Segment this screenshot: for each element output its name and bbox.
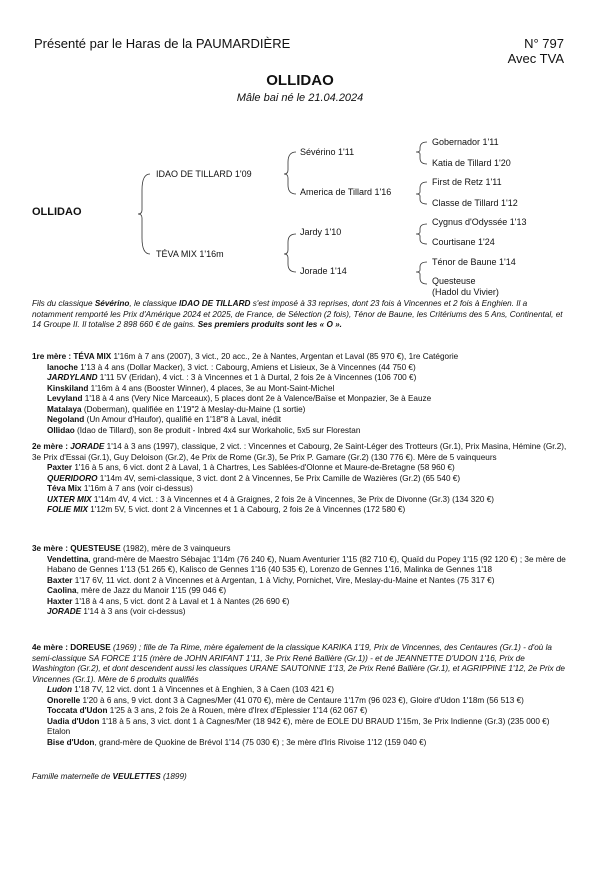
third-dam-text: (1982), mère de 3 vainqueurs <box>120 544 231 553</box>
produce-name: JORADE <box>47 607 82 616</box>
produce-text: (Doberman), qualifiée en 1'19"2 à Meslay-du-Maine (1 sortie) <box>81 404 306 414</box>
second-dam-label: 2e mère : <box>32 442 71 451</box>
produce-text: 1'18 à 4 ans (Very Nice Marceaux), 5 places dont 2e à Valence/Baïse et Monpazier, 3e à Eauze <box>82 394 432 403</box>
produce-name: Haxter <box>47 596 73 606</box>
produce-name: Caolina <box>47 586 77 595</box>
produce-text: , grand-mère de Maestro Sébajac 1'14m (76 240 €), Nuam Aventurier 1'15 (82 710 €), Quaïd du Popey 1'15 (92 120 €) ; 3e mère de Habano de Gennes 1'13 (51 265 €), Kalisco de Gennes 1'16 (40 535 €), Lorenzo de Gennes 1'16, Malinka de Gennes 1'18 <box>47 554 566 574</box>
presenter-line: Présenté par le Haras de la PAUMARDIÈRE <box>34 36 291 51</box>
produce-text: 1'18 à 5 ans, 3 vict. dont 1 à Cagnes/Mer (18 942 €), mère de EOLE DU BRAUD 1'15m, 3e Prix Indienne (Gr.3) (235 000 €) Etalon <box>47 716 550 736</box>
produce-name: Levyland <box>47 394 83 403</box>
produce-text: 1'17 6V, 11 vict. dont 2 à Vincennes et à Argentan, 1 à Vichy, Pornichet, Vire, Meslay-du-Maine et Nantes (75 317 €) <box>72 575 495 585</box>
produce-name: Paxter <box>47 463 73 472</box>
produce-text: , mère de Jazz du Manoir 1'15 (99 046 €) <box>76 586 227 595</box>
produce-name: Téva Mix <box>47 484 82 493</box>
family-year: (1899) <box>160 772 187 781</box>
pedigree-dam: TÉVA MIX 1'16m <box>156 249 224 259</box>
produce-text: , grand-mère de Quokine de Brévol 1'14 (75 030 €) ; 3e mère d'Iris Rivoise 1'12 (159 040 €) <box>94 737 427 747</box>
produce-name: Kinskiland <box>47 383 89 393</box>
pedigree-ggs-1: Gobernador 1'11 <box>432 137 499 147</box>
produce-text: 1'13 à 4 ans (Dollar Macker), 3 vict. : Cabourg, Amiens et Lisieux, 3e à Vincennes (44 750 €) <box>77 362 416 372</box>
maternal-family <box>32 772 570 783</box>
third-dam-section <box>32 544 570 618</box>
pedigree-subject: OLLIDAO <box>32 206 82 218</box>
sire-text-sire: Sévérino <box>94 299 130 308</box>
pedigree-sire-dam: America de Tillard 1'16 <box>300 187 392 197</box>
second-dam-section <box>32 442 570 516</box>
pedigree-ggd-4: Questeuse <box>432 276 476 286</box>
produce-name: Negoland <box>47 415 85 424</box>
sire-text-produce: Ses premiers produits sont les « O ». <box>197 320 342 329</box>
produce-text: 1'16m à 7 ans (voir ci-dessus) <box>81 484 193 493</box>
fourth-dam-label: 4e mère : <box>32 643 71 652</box>
pedigree-dam-sire: Jardy 1'10 <box>300 227 342 237</box>
sire-text-name: IDAO DE TILLARD <box>179 299 251 308</box>
first-dam-section <box>32 352 570 436</box>
produce-name: FOLIE MIX <box>47 505 88 514</box>
produce-name: Ludon <box>47 685 73 694</box>
produce-name: QUERIDORO <box>47 473 98 483</box>
subject-bracket <box>138 174 150 254</box>
produce-text: 1'16m à 4 ans (Booster Winner), 4 places, 3e au Mont-Saint-Michel <box>88 383 335 393</box>
produce-text: 1'18 à 4 ans, 5 vict. dont 2 à Laval et 1 à Nantes (26 690 €) <box>72 596 290 606</box>
produce-name: Bise d'Udon <box>47 737 95 747</box>
vat-status: Avec TVA <box>507 51 564 66</box>
produce-name: Vendettina <box>47 554 89 564</box>
produce-name: Toccata d'Udon <box>47 706 108 715</box>
pedigree-ggs-3: Cygnus d'Odyssée 1'13 <box>432 217 527 227</box>
sire-text-1: Fils du classique <box>32 299 95 308</box>
horse-name: OLLIDAO <box>266 72 334 89</box>
pedigree-ggd-1: Katia de Tillard 1'20 <box>432 158 511 168</box>
produce-text: 1'14m 4V, semi-classique, 3 vict. dont 2 à Vincennes, 5e Prix Camille de Wazières (Gr.2) (65 540 €) <box>97 473 461 483</box>
produce-name: Onorelle <box>47 695 81 705</box>
produce-name: UXTER MIX <box>47 494 92 504</box>
pedigree-sire: IDAO DE TILLARD 1'09 <box>156 169 252 179</box>
second-dam-name: JORADE <box>70 442 105 451</box>
first-dam-label: 1re mère : <box>32 352 74 361</box>
produce-text: 1'14 à 3 ans (voir ci-dessus) <box>81 607 186 616</box>
fourth-dam-name: DOREUSE <box>70 643 111 652</box>
family-name: VEULETTES <box>112 772 161 781</box>
produce-name: Uadia d'Udon <box>47 716 100 726</box>
pedigree-ggs-4: Ténor de Baune 1'14 <box>432 257 516 267</box>
lot-number: N° 797 <box>524 36 564 51</box>
produce-name: Ianoche <box>47 362 78 372</box>
first-dam-name: TÉVA MIX <box>73 352 112 361</box>
pedigree-sire-sire: Sévérino 1'11 <box>300 147 355 157</box>
produce-text: (Un Amour d'Haufor), qualifié en 1'18"8 à Laval, inédit <box>84 415 282 424</box>
produce-text: 1'18 7V, 12 vict. dont 1 à Vincennes et à Enghien, 3 à Caen (103 421 €) <box>72 685 334 694</box>
pedigree-ggd-4-sire: (Hadol du Vivier) <box>432 287 499 297</box>
fourth-dam-section <box>32 643 570 748</box>
produce-text: (Idao de Tillard), son 8e produit - Inbred 4x4 sur Workaholic, 5x5 sur Florestan <box>74 425 361 435</box>
produce-text: 1'20 à 6 ans, 9 vict. dont 3 à Cagnes/Mer (41 070 €), mère de Centaure 1'17m (96 023 €), Gloire d'Udon 1'18m (56 513 €) <box>80 695 524 705</box>
sire-bracket <box>284 152 296 194</box>
dam-bracket <box>284 234 296 272</box>
lot-info <box>508 36 564 66</box>
produce-text: 1'25 à 3 ans, 2 fois 2e à Rouen, mère d'Irex d'Eplessier 1'14 (62 067 €) <box>107 706 368 715</box>
produce-name: Matalaya <box>47 404 82 414</box>
family-prefix: Famille maternelle de <box>32 772 113 781</box>
sire-text-2: , le classique <box>129 299 180 308</box>
pedigree-ggd-2: Classe de Tillard 1'12 <box>432 198 518 208</box>
produce-text: 1'16 à 5 ans, 6 vict. dont 2 à Laval, 1 à Chartres, Les Sablées-d'Olonne et Maure-de-Bretagne (58 960 €) <box>72 463 455 472</box>
horse-description: Mâle bai né le 21.04.2024 <box>236 92 364 104</box>
pedigree-ggs-2: First de Retz 1'11 <box>432 177 502 187</box>
sire-text-3: s'est imposé à 33 reprises, dont 23 fois à Vincennes et 2 fois à Enghien. Il a notamment remporté les Prix d'Amérique 2024 et 2025, de France, de Sélection (2 fois), Ténor de Baune, les Critériums des 5 Ans, Continental, et 14 Groupe II. Il totalise 2 898 660 € de gains. <box>32 299 563 329</box>
produce-name: Baxter <box>47 575 73 585</box>
pedigree-ggd-3: Courtisane 1'24 <box>432 237 495 247</box>
second-dam-text: 1'14 à 3 ans (1997), classique, 2 vict. : Vincennes et Cabourg, 2e Saint-Léger des Trotteurs (Gr.1), Prix Masina, Hémine (Gr.2), 3e Prix d'Essai (Gr.1), Guy Deloison (Gr.2), 4e Prix de Rome (Gr.3), 5e Prix P. Gamare (Gr.2) (130 776 €). Mère de 5 vainqueurs <box>32 442 567 462</box>
third-dam-name: QUESTEUSE <box>70 544 121 553</box>
produce-text: 1'14m 4V, 4 vict. : 3 à Vincennes et 4 à Graignes, 2 fois 2e à Vincennes, 3e Prix de Divonne (Gr.3) (134 320 €) <box>91 494 494 504</box>
produce-name: JARDYLAND <box>47 373 98 382</box>
fourth-dam-text: (1969) ; fille de Ta Rime, mère également de la classique KARIKA 1'19, Prix de Vincennes, des Centaures (Gr.1) - d'où la semi-classique SA FORCE 1'15 (mère de JOHN ARIFANT 1'11, 3e Prix René Ballière (Gr.1)) - et de JEANNETTE D'UDON 1'16, Prix de Washington (Gr.2), et dont descendent aussi les classiques URANE SAUTONNE 1'13, 2e Prix René Ballière (Gr.1), et AGRIPPINE 1'12, 2e Prix de Vincennes (Gr.1). Mère de 6 produits qualifiés <box>32 643 565 684</box>
first-dam-text: 1'16m à 7 ans (2007), 3 vict., 20 acc., 2e à Nantes, Argentan et Laval (85 970 €), 1re Catégorie <box>111 352 459 361</box>
pedigree-dam-dam: Jorade 1'14 <box>300 266 347 276</box>
third-dam-label: 3e mère : <box>32 544 71 553</box>
produce-text: 1'12m 5V, 5 vict. dont 2 à Vincennes et 1 à Cabourg, 2 fois 2e à Vincennes (172 580 €) <box>87 505 406 514</box>
produce-text: 1'11 5V (Eridan), 4 vict. : 3 à Vincennes et 1 à Durtal, 2 fois 2e à Vincennes (106 700 €) <box>97 373 417 382</box>
produce-name: Ollidao <box>47 425 75 435</box>
sire-description <box>32 299 570 331</box>
